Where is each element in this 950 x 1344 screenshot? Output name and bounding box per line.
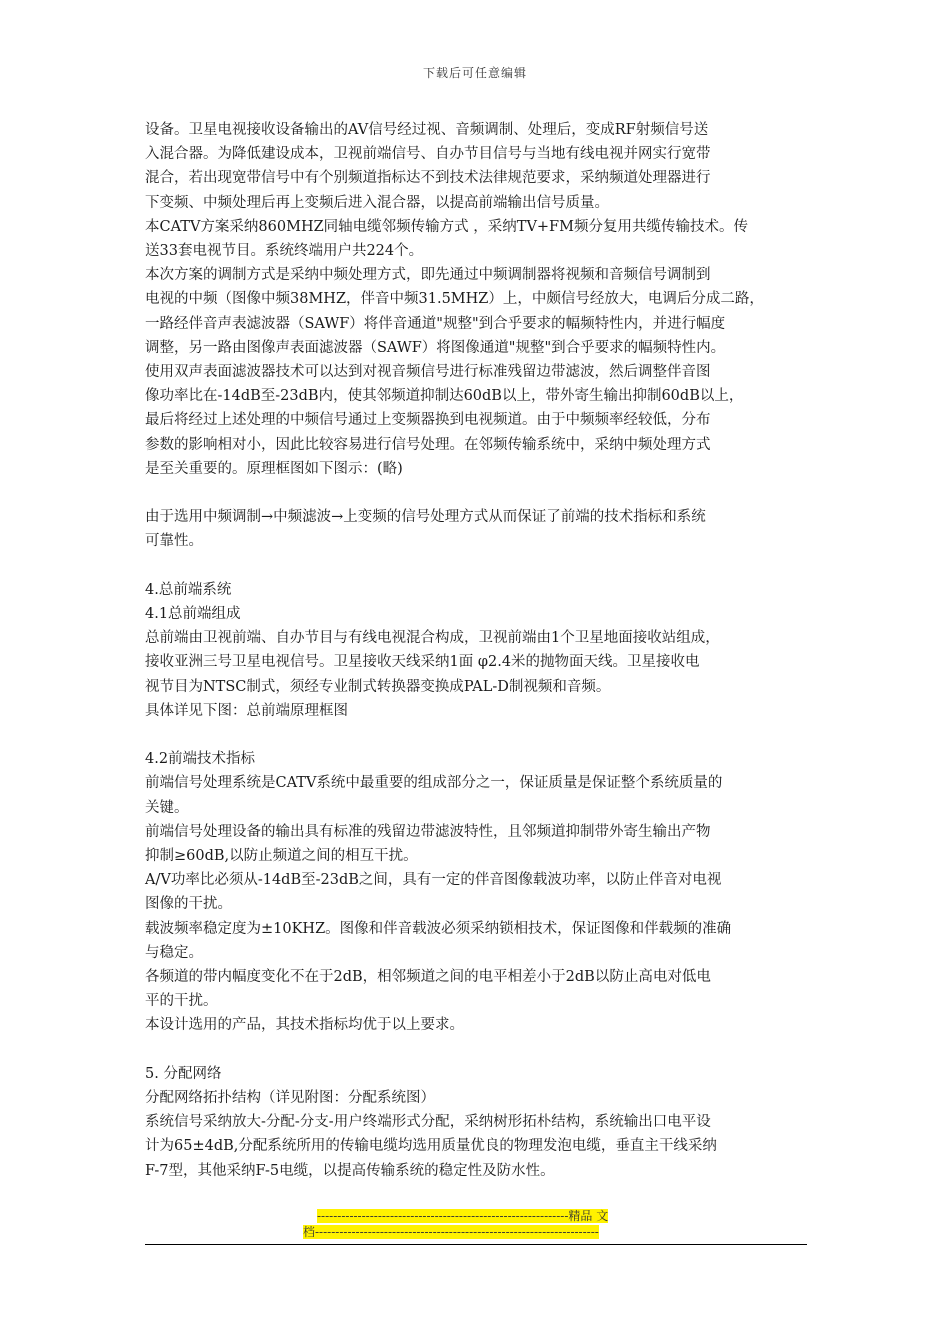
text-line: 接收亚洲三号卫星电视信号。卫星接收天线采纳1面 φ2.4米的抛物面天线。卫星接收电	[145, 654, 700, 671]
text-line: 计为65±4dB,分配系统所用的传输电缆均选用质量优良的物理发泡电缆，垂直主干线采纳	[145, 1138, 717, 1155]
text-line: A/V功率比必须从-14dB至-23dB之间，具有一定的伴音图像载波功率，以防止伴音对电视	[145, 872, 722, 889]
text-line: 本CATV方案采纳860MHZ同轴电缆邻频传输方式 ，采纳TV+FM频分复用共缆传输技术。传	[145, 218, 748, 235]
text-line: 一路经伴音声表滤波器（SAWF）将伴音通道"规整"到合乎要求的幅频特性内，并进行幅度	[145, 315, 726, 332]
text-line: 最后将经过上述处理的中频信号通过上变频器换到电视频道。由于中频频率经较低，分布	[145, 412, 711, 429]
text-line: 调整，另一路由图像声表面滤波器（SAWF）将图像通道"规整"到合乎要求的幅频特性内。	[145, 339, 726, 356]
footer-watermark-2: 档----------------------------------------------------------------------	[303, 1225, 599, 1239]
document-body	[145, 118, 815, 1183]
text-line: 下变频、中频处理后再上变频后进入混合器，以提高前端输出信号质量。	[145, 194, 609, 211]
text-line: F-7型，其他采纳F-5电缆，以提高传输系统的稳定性及防水性。	[145, 1162, 555, 1179]
text-line: 平的干扰。	[145, 993, 218, 1010]
text-line: 由于选用中频调制→中频滤波→上变频的信号处理方式从而保证了前端的技术指标和系统	[145, 509, 706, 526]
footer-line-2	[303, 1224, 807, 1240]
text-line: 载波频率稳定度为±10KHZ。图像和伴音载波必须采纳锁相技术，保证图像和伴载频的准确	[145, 920, 732, 937]
text-line: 分配网络拓扑结构（详见附图：分配系统图）	[145, 1090, 435, 1107]
text-line: 系统信号采纳放大-分配-分支-用户终端形式分配，采纳树形拓朴结构，系统输出口电平设	[145, 1114, 711, 1131]
footer-divider	[145, 1244, 807, 1245]
text-line: 参数的影响相对小，因此比较容易进行信号处理。在邻频传输系统中，采纳中频处理方式	[145, 436, 711, 453]
page-header: 下载后可任意编辑	[422, 66, 527, 80]
text-line: 图像的干扰。	[145, 896, 232, 913]
page-footer	[145, 1208, 807, 1245]
text-line: 送33套电视节目。系统终端用户共224个。	[145, 243, 424, 260]
text-line: 4.1总前端组成	[145, 606, 241, 623]
text-line: 5. 分配网络	[145, 1065, 222, 1082]
blank-line	[145, 554, 815, 578]
blank-line	[145, 723, 815, 747]
text-line: 4.总前端系统	[145, 581, 232, 598]
text-line: 电视的中频（图像中频38MHZ，伴音中频31.5MHZ）上，中颇信号经放大，电调后分成二路，	[145, 291, 764, 308]
text-line: 抑制≥60dB,以防止频道之间的相互干扰。	[145, 848, 418, 865]
text-line: 各频道的带内幅度变化不在于2dB，相邻频道之间的电平相差小于2dB以防止高电对低电	[145, 969, 711, 986]
text-line: 本设计选用的产品，其技术指标均优于以上要求。	[145, 1017, 464, 1034]
text-line: 与稳定。	[145, 944, 203, 961]
text-line: 总前端由卫视前端、自办节目与有线电视混合构成，卫视前端由1个卫星地面接收站组成，	[145, 630, 720, 647]
text-line: 前端信号处理设备的输出具有标准的残留边带滤波特性，且邻频道抑制带外寄生输出产物	[145, 823, 711, 840]
text-line: 设备。卫星电视接收设备输出的AV信号经过视、音频调制、处理后，变成RF射频信号送	[145, 122, 709, 138]
text-line: 是至关重要的。原理框图如下图示：(略)	[145, 460, 403, 477]
text-line: 混合，若出现宽带信号中有个别频道指标达不到技术法律规范要求，采纳频道处理器进行	[145, 170, 711, 187]
text-line: 像功率比在-14dB至-23dB内，使其邻频道抑制达60dB以上，带外寄生输出抑制60dB以上，	[145, 388, 744, 405]
text-line: 具体详见下图：总前端原理框图	[145, 702, 348, 719]
text-line: 视节目为NTSC制式，须经专业制式转换器变换成PAL-D制视频和音频。	[145, 678, 611, 695]
text-line: 本次方案的调制方式是采纳中频处理方式，即先通过中频调制器将视频和音频信号调制到	[145, 267, 711, 284]
text-line: 可靠性。	[145, 533, 203, 550]
text-line: 关键。	[145, 799, 189, 816]
blank-line	[145, 1038, 815, 1062]
blank-line	[145, 481, 815, 505]
text-line: 4.2前端技术指标	[145, 751, 256, 768]
text-line: 入混合器。为降低建设成本，卫视前端信号、自办节目信号与当地有线电视并网实行宽带	[145, 146, 711, 163]
footer-watermark-1: --------------------------------------------------------------精品 文	[317, 1209, 609, 1223]
text-line: 前端信号处理系统是CATV系统中最重要的组成部分之一，保证质量是保证整个系统质量的	[145, 775, 723, 792]
text-line: 使用双声表面滤波器技术可以达到对视音频信号进行标准残留边带滤波，然后调整伴音图	[145, 364, 711, 381]
footer-line-1	[317, 1208, 807, 1224]
